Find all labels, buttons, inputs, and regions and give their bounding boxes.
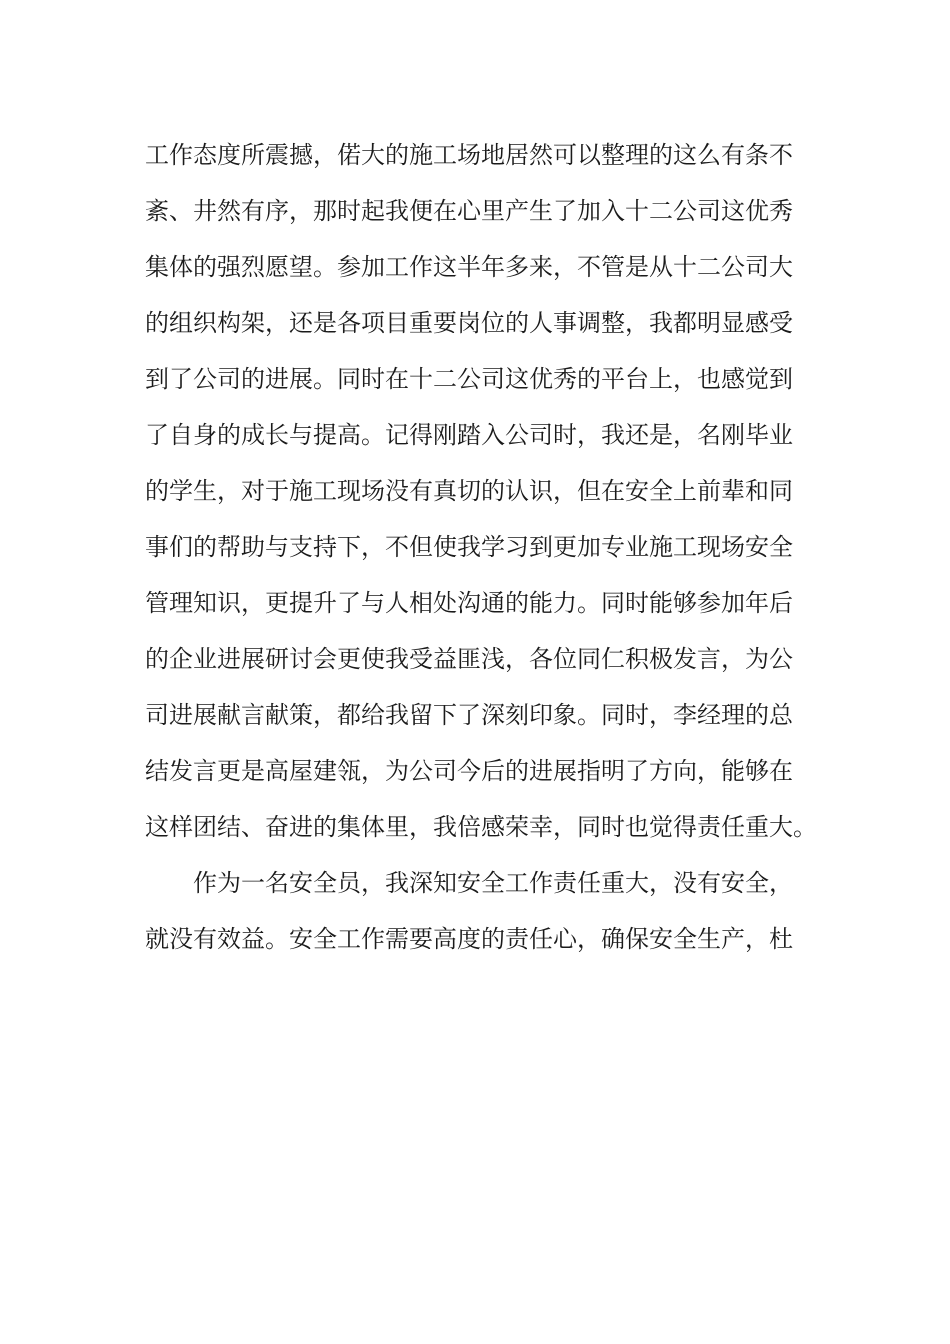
text-line: 管理知识，更提升了与人相处沟通的能力。同时能够参加年后 bbox=[145, 589, 793, 617]
text-line: 这样团结、奋进的集体里，我倍感荣幸，同时也觉得责任重大。 bbox=[145, 813, 817, 841]
body-text bbox=[145, 131, 815, 971]
text-line: 工作态度所震撼，偌大的施工场地居然可以整理的这么有条不 bbox=[145, 141, 793, 169]
paragraph-start-line: 作为一名安全员，我深知安全工作责任重大，没有安全， bbox=[193, 869, 793, 897]
text-line: 事们的帮助与支持下，不但使我学习到更加专业施工现场安全 bbox=[145, 533, 793, 561]
text-line: 司进展献言献策，都给我留下了深刻印象。同时，李经理的总 bbox=[145, 701, 793, 729]
text-line: 的学生，对于施工现场没有真切的认识，但在安全上前辈和同 bbox=[145, 477, 793, 505]
text-line: 紊、井然有序，那时起我便在心里产生了加入十二公司这优秀 bbox=[145, 197, 793, 225]
text-line: 到了公司的进展。同时在十二公司这优秀的平台上，也感觉到 bbox=[145, 365, 793, 393]
text-line: 的组织构架，还是各项目重要岗位的人事调整，我都明显感受 bbox=[145, 309, 793, 337]
text-line: 的企业进展研讨会更使我受益匪浅，各位同仁积极发言，为公 bbox=[145, 645, 793, 673]
text-line: 就没有效益。安全工作需要高度的责任心，确保安全生产，杜 bbox=[145, 925, 793, 953]
text-line: 了自身的成长与提高。记得刚踏入公司时，我还是，名刚毕业 bbox=[145, 421, 793, 449]
text-line: 结发言更是高屋建瓴，为公司今后的进展指明了方向，能够在 bbox=[145, 757, 793, 785]
text-line: 集体的强烈愿望。参加工作这半年多来，不管是从十二公司大 bbox=[145, 253, 793, 281]
